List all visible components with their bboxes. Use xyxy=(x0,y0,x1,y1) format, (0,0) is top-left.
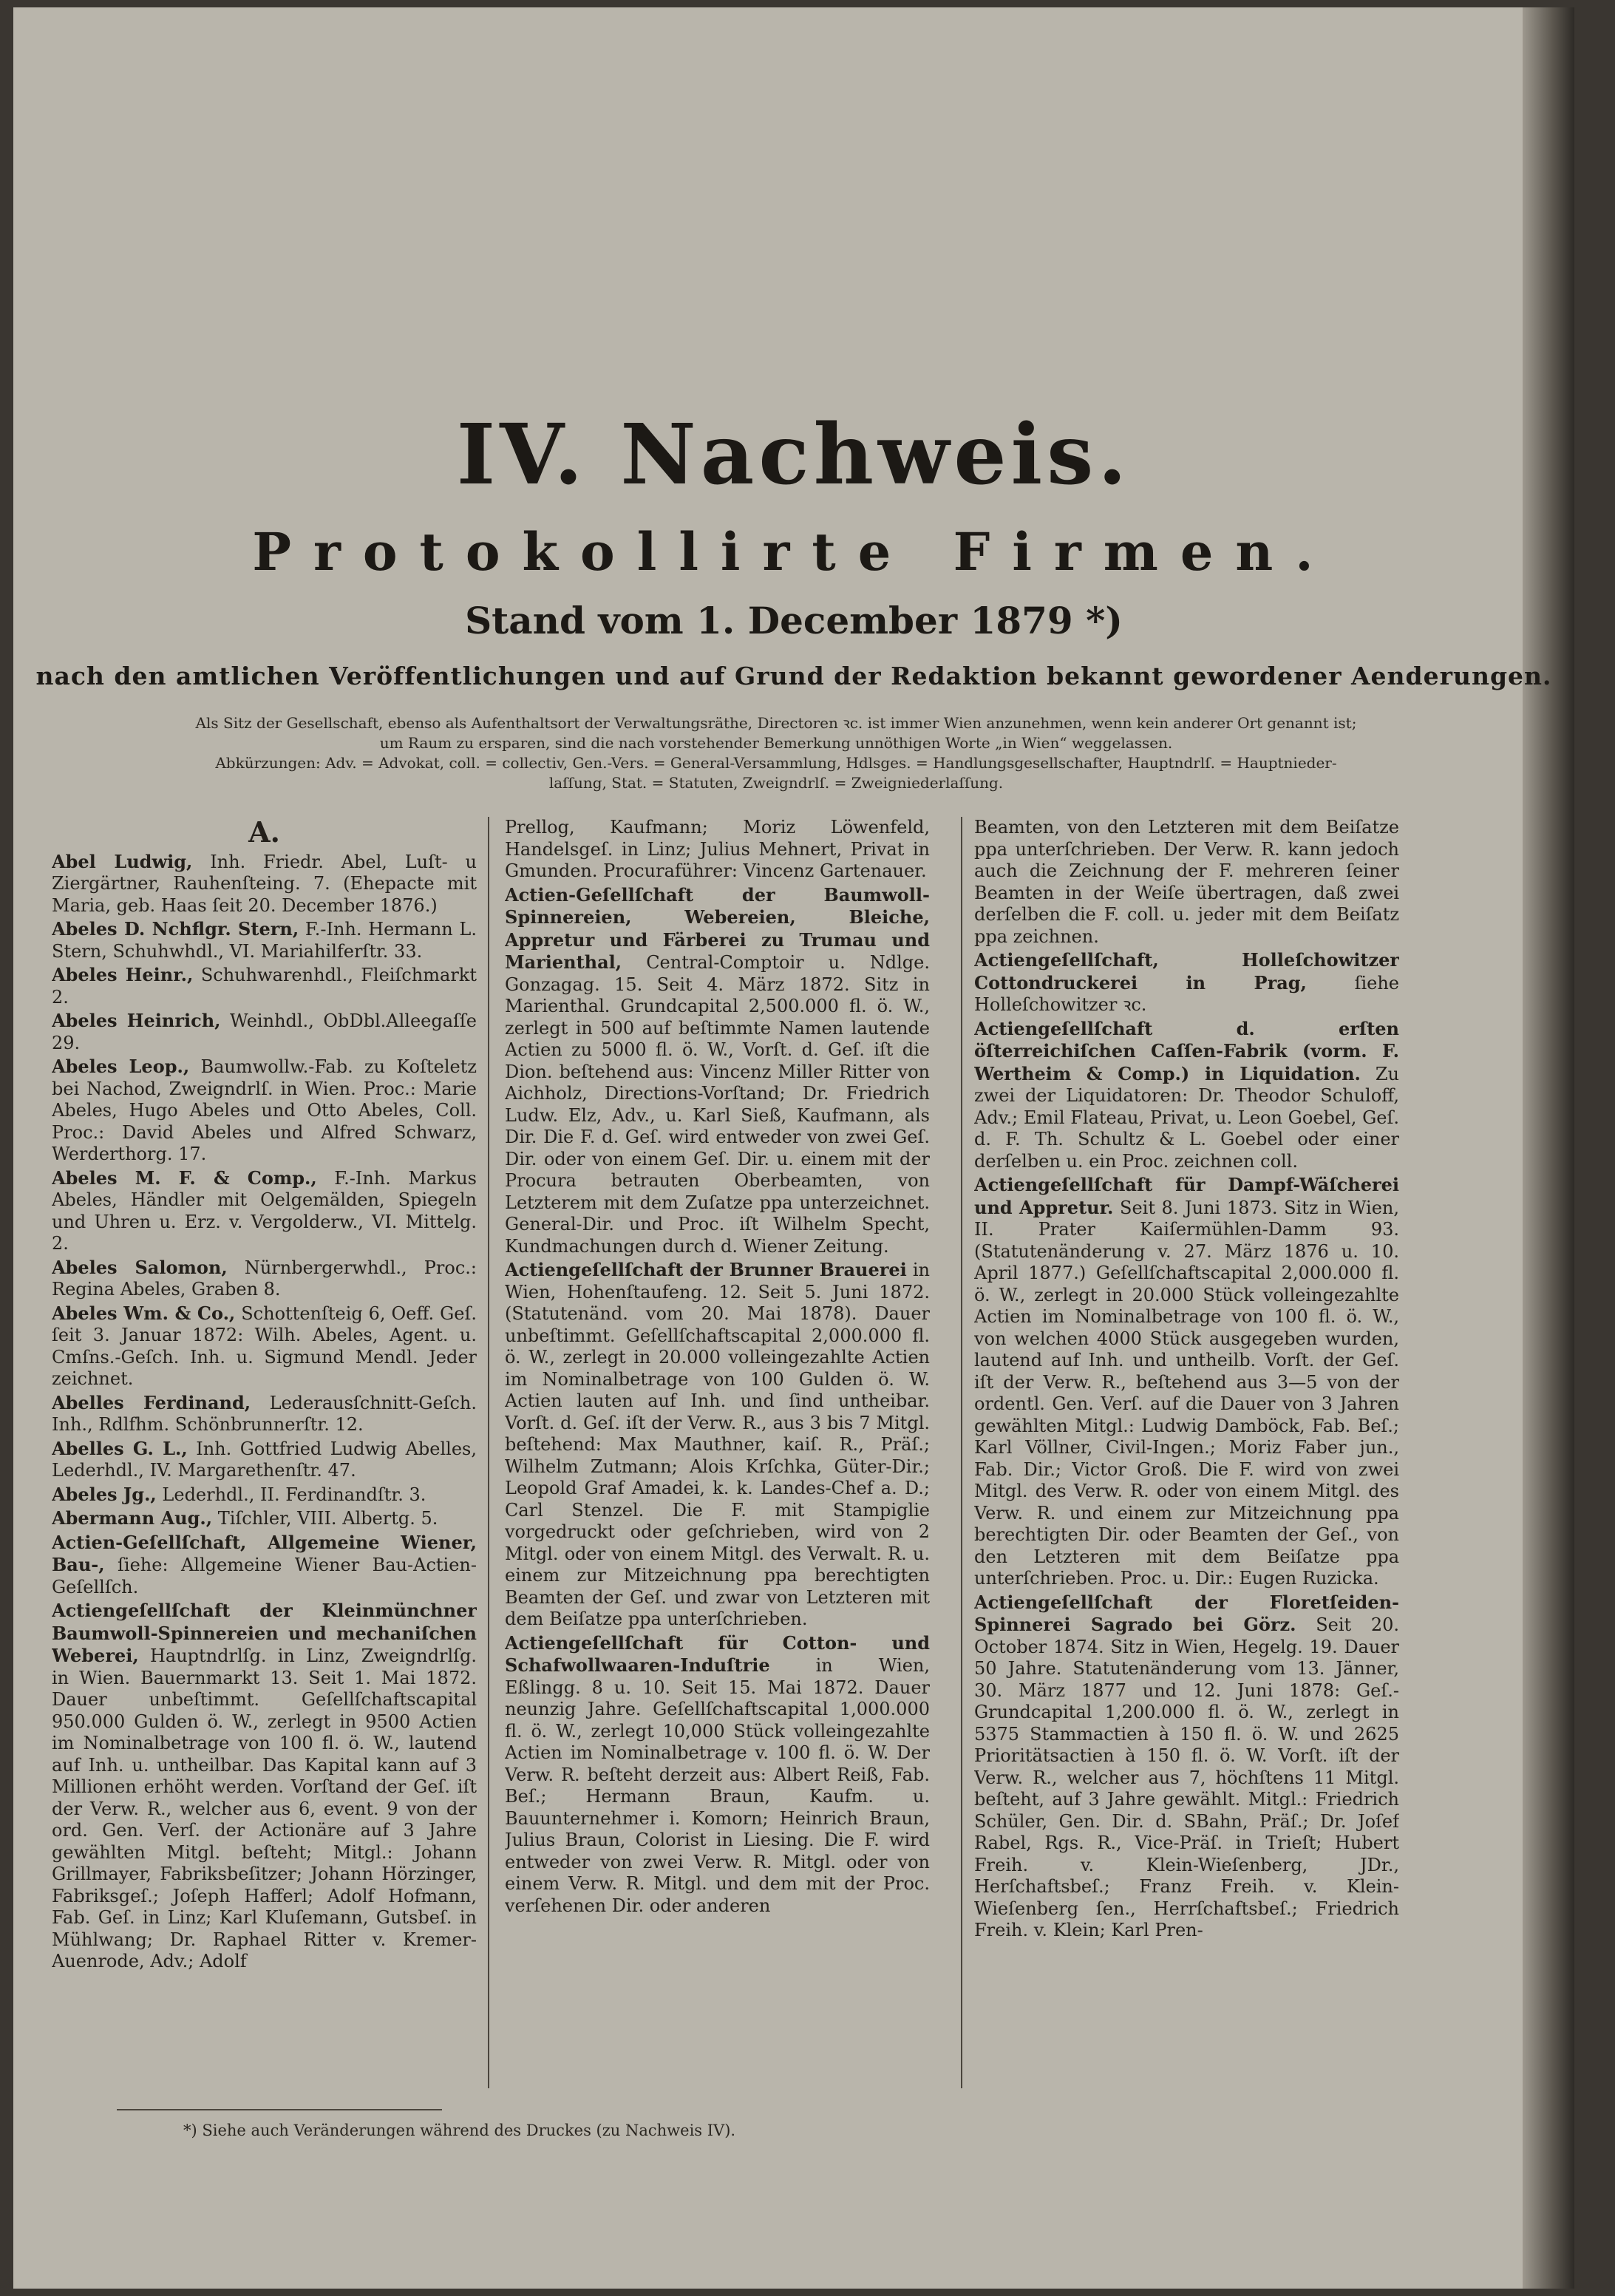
firm-name: Abeles D. Nchflgr. Stern, xyxy=(52,918,299,940)
firm-details: ſiehe Holleſchowitzer ꝛc. xyxy=(974,972,1399,1015)
firm-name: Actiengeſellſchaft der Floretſeiden-Spinnerei Sagrado bei Görz. xyxy=(974,1591,1399,1635)
firm-name: Actiengeſellſchaft für Cotton- und Schafwollwaaren-Induſtrie xyxy=(505,1631,930,1676)
firm-details: Inh. Gottfried Ludwig Abelles, Lederhdl., IV. Margarethenſtr. 47. xyxy=(52,1438,477,1481)
column-divider xyxy=(961,817,962,2088)
firm-name: Abelles Ferdinand, xyxy=(52,1391,251,1413)
firm-name: Actiengeſellſchaft, Holleſchowitzer Cottondruckerei in Prag, xyxy=(974,949,1399,994)
firm-name: Abelles G. L., xyxy=(52,1437,188,1459)
firm-details: Hauptndrlſg. in Linz, Zweigndrlſg. in Wien. Bauernmarkt 13. Seit 1. Mai 1872. Dauer unbeſtimmt. Geſellſchaftscapital 950.000 Gulden ö. W., zerlegt in 9500 Actien im Nominalbetrage von 100 fl. ö. W., lautend auf Inh. u. untheilbar. Das Kapital kann auf 3 Millionen erhöht werden. Vorſtand der Geſ. iſt der Verw. R., welcher aus 6, event. 9 von der ord. Gen. Verſ. der Actionäre auf 3 Jahre gewählten Mitgl. beſteht; Mitgl.: Johann Grillmayer, Fabriksbeſitzer; Johann Hörzinger, Fabriksgeſ.; Joſeph Hafferl; Adolf Hofmann, Fab. Geſ. in Linz; Karl Kluſemann, Gutsbeſ. in Mühlwang; Dr. Raphael Ritter v. Kremer-Auenrode, Adv.; Adolf xyxy=(52,1645,477,1971)
bleed-through-text xyxy=(457,67,1565,377)
firm-name: Actiengeſellſchaft d. erſten öſterreichiſchen Caſſen-Fabrik (vorm. F. Wertheim & Comp.) in Liquidation. xyxy=(974,1017,1399,1084)
firm-details: F.-Inh. Hermann L. Stern, Schuhwhdl., VI. Mariahilferſtr. 33. xyxy=(52,919,477,962)
firm-entry xyxy=(52,1257,477,1301)
column-2 xyxy=(505,817,930,2088)
firm-entry xyxy=(974,949,1399,1016)
firm-name: Abeles Leop., xyxy=(52,1056,190,1077)
source-line: nach den amtlichen Veröffentlichungen und auf Grund der Redaktion bekannt gewordener Aenderungen. xyxy=(35,662,1552,690)
firm-name: Actiengeſellſchaft der Brunner Brauerei xyxy=(505,1259,907,1280)
column-1 xyxy=(52,817,477,2088)
column-3 xyxy=(974,817,1399,2088)
footnote: *) Siehe auch Veränderungen während des Druckes (zu Nachweis IV). xyxy=(183,2122,736,2139)
firm-details: Inh. Friedr. Abel, Luſt- u Ziergärtner, Rauhenſteing. 7. (Ehepacte mit Maria, geb. Haas ſeit 20. December 1876.) xyxy=(52,851,477,916)
firm-entry xyxy=(974,1174,1399,1590)
firm-entry xyxy=(52,1484,477,1507)
firm-details: Weinhdl., ObDbl.Alleegaſſe 29. xyxy=(52,1011,477,1053)
column-divider xyxy=(488,817,489,2088)
firm-details: Zu zwei der Liquidatoren: Dr. Theodor Schuloff, Adv.; Emil Flateau, Privat, u. Leon Goebel, Geſ. d. F. Th. Schultz & L. Goebel oder einer derſelben u. ein Proc. zeichnen coll. xyxy=(974,1063,1399,1172)
firm-details: Central-Comptoir u. Ndlge. Gonzagag. 15. Seit 4. März 1872. Sitz in Marienthal. Grundcapital 2,500.000 fl. ö. W., zerlegt in 500 auf beſtimmte Namen lautende Actien zu 5000 fl. ö. W., Vorſt. d. Geſ. iſt die Dion. beſtehend aus: Vincenz Miller Ritter von Aichholz, Directions-Vorſtand; Dr. Friedrich Ludw. Elz, Adv., u. Karl Sieß, Kaufmann, als Dir. Die F. d. Geſ. wird entweder von zwei Geſ. Dir. oder von einem Geſ. Dir. u. einem mit der Procura betrauten Oberbeamten, von Letzterem mit dem Zuſatze ppa unterzeichnet. General-Dir. und Proc. iſt Wilhelm Specht, Kundmachungen durch d. Wiener Zeitung. xyxy=(505,952,930,1257)
firm-entry xyxy=(52,1507,477,1530)
firm-name: Actien-Geſellſchaft der Baumwoll-Spinnereien, Webereien, Bleiche, Appretur und Färberei zu Trumau und Marienthal, xyxy=(505,883,930,973)
abbreviations-line: Abkürzungen: Adv. = Advokat, coll. = collectiv, Gen.-Vers. = General-Versammlung, Hdlsges. = Handlungsgesellschafter, Hauptndrlſ. = Hauptnieder- xyxy=(215,754,1337,772)
note-line: Als Sitz der Gesellschaft, ebenso als Aufenthaltsort der Verwaltungsräthe, Directoren ꝛc. ist immer Wien anzunehmen, wenn kein anderer Ort genannt ist; xyxy=(195,714,1357,732)
firm-name: Abeles Jg., xyxy=(52,1483,157,1505)
firm-details: in Wien, Eßlingg. 8 u. 10. Seit 15. Mai 1872. Dauer neunzig Jahre. Geſellſchaftscapital 1,000.000 fl. ö. W., zerlegt 10,000 Stück volleingezahlte Actien im Nominalbetrage v. 100 fl. ö. W. Der Verw. R. beſteht derzeit aus: Albert Reiß, Fab. Beſ.; Hermann Braun, Kaufm. u. Bauunternehmer i. Komorn; Heinrich Braun, Julius Braun, Colorist in Liesing. Die F. wird entweder von zwei Verw. R. Mitgl. oder von einem Verw. R. Mitgl. und dem mit der Proc. verſehenen Dir. oder anderen xyxy=(505,1655,930,1916)
section-letter: A. xyxy=(248,817,280,849)
firm-details: ſiehe: Allgemeine Wiener Bau-Actien-Geſellſch. xyxy=(52,1555,477,1597)
firm-details: Beamten, von den Letzteren mit dem Beiſatze ppa unterſchrieben. Der Verw. R. kann jedoch auch die Zeichnung der F. mehreren ſeiner Beamten in der Weiſe übertragen, daß zwei derſelben die F. coll. u. jeder mit dem Beiſatz ppa zeichnen. xyxy=(974,817,1399,947)
firm-details: Seit 20. October 1874. Sitz in Wien, Hegelg. 19. Dauer 50 Jahre. Statutenänderung vom 13. Jänner, 30. März 1877 und 12. Juni 1878: Geſ.-Grundcapital 1,200.000 fl. ö. W., zerlegt in 5375 Stammactien à 150 fl. ö. W. und 2625 Prioritätsactien à 150 fl. ö. W. Vorſt. iſt der Verw. R., welcher aus 7, höchſtens 11 Mitgl. beſteht, auf 3 Jahre gewählt. Mitgl.: Friedrich Schüler, Gen. Dir. d. SBahn, Präſ.; Dr. Joſef Rabel, Rgs. R., Vice-Präſ. in Trieſt; Hubert Freih. v. Klein-Wieſenberg, JDr., Herſchaftsbeſ.; Franz Freih. v. Klein-Wieſenberg ſen., Herrſchaftsbeſ.; Friedrich Freih. v. Klein; Karl Pren- xyxy=(974,1614,1399,1940)
firm-name: Abeles M. F. & Comp., xyxy=(52,1166,317,1189)
page xyxy=(13,7,1574,2289)
firm-entry xyxy=(974,1592,1399,1942)
date-line: Stand vom 1. December 1879 *) xyxy=(465,599,1123,642)
firm-entry xyxy=(52,1600,477,1973)
firm-name: Abeles Salomon, xyxy=(52,1256,228,1278)
firm-name: Abeles Wm. & Co., xyxy=(52,1302,236,1324)
firm-entry xyxy=(505,1632,930,1918)
firm-details: Prellog, Kaufmann; Moriz Löwenfeld, Handelsgeſ. in Linz; Julius Mehnert, Privat in Gmunden. Procuraführer: Vincenz Gartenauer. xyxy=(505,817,930,881)
firm-entry xyxy=(52,964,477,1008)
firm-name: Actien-Geſellſchaft, Allgemeine Wiener, Bau-, xyxy=(52,1531,477,1575)
firm-name: Abermann Aug., xyxy=(52,1507,213,1529)
firm-name: Abel Ludwig, xyxy=(52,850,193,872)
firm-entry xyxy=(52,1167,477,1255)
firm-details: Nürnbergerwhdl., Proc.: Regina Abeles, Graben 8. xyxy=(52,1257,477,1300)
firm-entry xyxy=(52,1302,477,1390)
firm-entry xyxy=(52,1056,477,1166)
firm-entry xyxy=(974,1018,1399,1173)
firm-entry xyxy=(52,1438,477,1482)
firm-entry xyxy=(505,1259,930,1631)
firm-entry xyxy=(52,1392,477,1436)
firm-entry xyxy=(52,1010,477,1054)
firm-details: Seit 8. Juni 1873. Sitz in Wien, II. Prater Kaiſermühlen-Damm 93. (Statutenänderung v. 27. März 1876 u. 10. April 1877.) Geſellſchaftscapital 2,000.000 fl. ö. W., zerlegt in 20.000 Stück volleingezahlte Actien im Nominalbetrage von 100 fl. ö. W., von welchen 4000 Stück ausgegeben wurden, lautend auf Inh. und untheilb. Vorſt. der Geſ. iſt der Verw. R., beſtehend aus 3—5 von der ordentl. Gen. Verſ. auf die Dauer von 3 Jahren gewählten Mitgl.: Ludwig Damböck, Fab. Beſ.; Karl Völlner, Civil-Ingen.; Moriz Faber jun., Fab. Dir.; Victor Groß. Die F. wird von zwei Mitgl. des Verw. R. oder von einem Mitgl. des Verw. R. und einem zur Mitzeichnung ppa berechtigten Dir. oder Beamten der Geſ., von den Letzteren mit dem Beiſatze ppa unterſchrieben. Proc. u. Dir.: Eugen Ruzicka. xyxy=(974,1197,1399,1589)
editorial-notes xyxy=(81,713,1471,793)
firm-details: F.-Inh. Markus Abeles, Händler mit Oelgemälden, Spiegeln und Uhren u. Erz. v. Vergolderw., VI. Mittelg. 2. xyxy=(52,1167,477,1254)
firm-entry xyxy=(52,851,477,917)
section-subtitle: Protokollirte Firmen. xyxy=(252,521,1336,583)
firm-entry xyxy=(52,1532,477,1599)
firm-details: in Wien, Hohenſtaufeng. 12. Seit 5. Juni 1872. (Statutenänd. vom 20. Mai 1878). Dauer unbeſtimmt. Geſellſchaftscapital 2,000.000 fl. ö. W., zerlegt in 20.000 volleingezahlte Actien im Nominalbetrage von 100 Gulden ö. W. Actien lauten auf Inh. und ſind untheibar. Vorſt. d. Geſ. iſt der Verw. R., aus 3 bis 7 Mitgl. beſtehend: Max Mauthner, kaiſ. R., Präſ.; Wilhelm Zutmann; Alois Krſchka, Güter-Dir.; Leopold Graf Amadei, k. k. Landes-Chef a. D.; Carl Stenzel. Die F. mit Stampiglie vorgedruckt oder geſchrieben, wird von 2 Mitgl. oder von einem Mitgl. des Verwalt. R. u. einem zur Mitzeichnung ppa berechtigten Beamten der Geſ. und zwar von Letzteren mit dem Beiſatze ppa unterſchrieben. xyxy=(505,1260,930,1629)
firm-details: Tiſchler, VIII. Albertg. 5. xyxy=(217,1508,438,1529)
firm-details: Schuhwarenhdl., Fleiſchmarkt 2. xyxy=(52,965,477,1008)
firm-entry xyxy=(505,884,930,1258)
abbreviations-line: laſſung, Stat. = Statuten, Zweigndrlſ. = Zweigniederlaſſung. xyxy=(548,774,1004,792)
firm-details: Schottenſteig 6, Oeff. Geſ. ſeit 3. Januar 1872: Wilh. Abeles, Agent. u. Cmſns.-Geſch. Inh. u. Sigmund Mendl. Jeder zeichnet. xyxy=(52,1302,477,1389)
firm-name: Abeles Heinrich, xyxy=(52,1010,221,1031)
firm-name: Abeles Heinr., xyxy=(52,964,194,985)
firm-entry xyxy=(974,817,1399,948)
footnote-rule xyxy=(117,2109,442,2110)
firm-entry xyxy=(52,918,477,962)
firm-details: Lederhdl., II. Ferdinandſtr. 3. xyxy=(162,1484,426,1505)
firm-details: Baumwollw.-Fab. zu Koſteletz bei Nachod, Zweigndrlſ. in Wien. Proc.: Marie Abeles, Hugo Abeles und Otto Abeles, Coll. Proc.: David Abeles und Alfred Schwarz, Werderthorg. 17. xyxy=(52,1056,477,1164)
firm-name: Actiengeſellſchaft der Kleinmünchner Baumwoll-Spinnereien und mechaniſchen Weberei, xyxy=(52,1600,477,1666)
firm-entry xyxy=(505,817,930,883)
section-title: IV. Nachweis. xyxy=(456,407,1132,503)
firm-name: Actiengeſellſchaft für Dampf-Wäſcherei und Appretur. xyxy=(974,1174,1399,1218)
note-line: um Raum zu ersparen, sind die nach vorstehender Bemerkung unnöthigen Worte „in Wien“ weggelassen. xyxy=(379,734,1173,752)
firm-details: Lederausſchnitt-Geſch. Inh., Rdlfhm. Schönbrunnerſtr. 12. xyxy=(52,1392,477,1435)
